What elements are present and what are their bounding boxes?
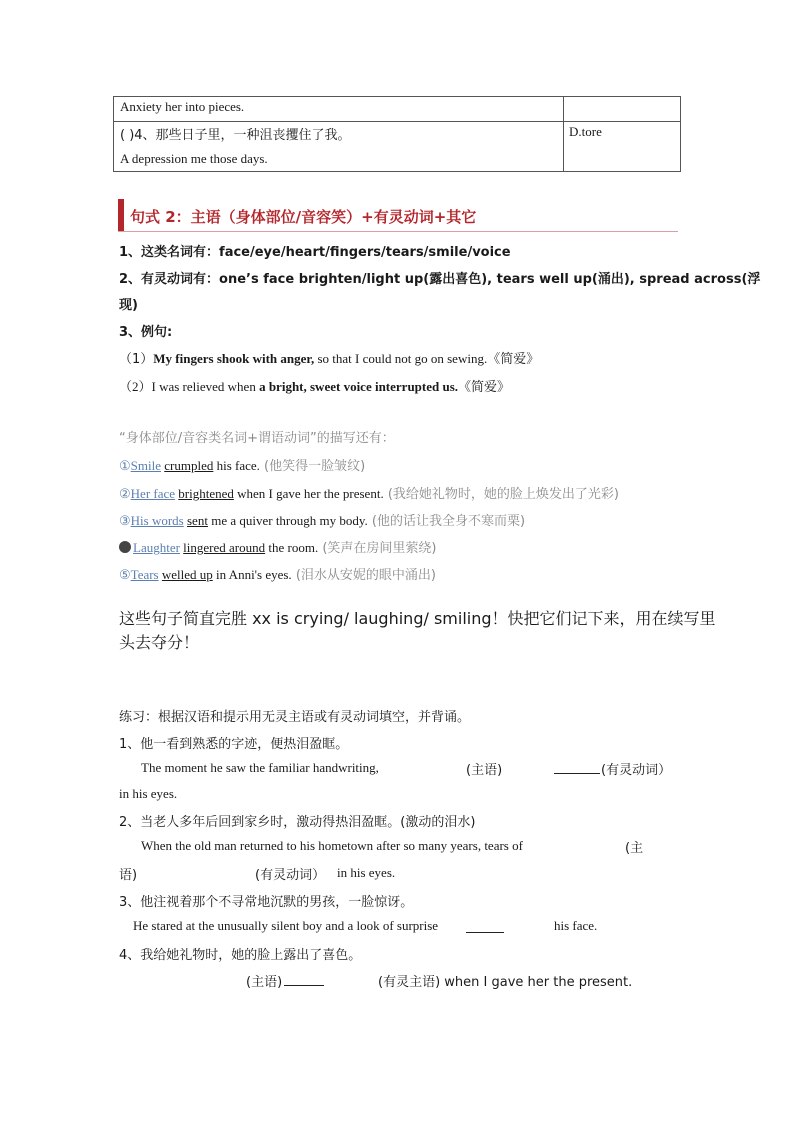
more-heading: “身体部位/音容类名词+谓语动词”的描写还有： [119,431,395,446]
bullet-icon [119,541,131,553]
question-2-subject-hint-a: (主 [625,841,644,856]
table-row-1-text: Anxiety her into pieces. [120,99,245,114]
section-marker [118,199,124,231]
example-2-start: （2）I was relieved when [119,379,260,394]
question-4-verb-hint: (有灵主语) when I gave her the present. [378,975,633,990]
item-2-line-1: 2、有灵动词有：one’s face brighten/light up(露出喜色), tears well up(涌出), spread across(浮 [119,272,761,287]
practice-heading: 练习：根据汉语和提示用无灵主语或有灵动词填空，并背诵。 [119,710,471,725]
sentence-rest: when I gave her the present. [233,486,384,501]
item-2-line-2: 现) [119,298,138,313]
sentence-rest: the room. [265,540,319,555]
sentence-rest: in Anni's eyes. [212,567,292,582]
verb: welled up [161,567,213,582]
sentence-rest: me a quiver through my body. [207,513,368,528]
example-2 [119,376,510,395]
item-1: 1、这类名词有：face/eye/heart/fingers/tears/smile/voice [119,245,511,260]
section-title: 句式 2：主语（身体部位/音容笑）+有灵动词+其它 [130,208,477,226]
table-divider [114,121,680,122]
subject: Smile [130,458,161,473]
verb: sent [187,513,208,528]
question-3-cn: 3、他注视着那个不寻常地沉默的男孩，一脸惊讶。 [119,895,414,910]
more-sentence-1 [119,455,365,474]
translation: (他笑得一脸皱纹) [259,459,366,474]
question-1-verb-blank[interactable] [554,759,600,778]
question-2-en: When the old man returned to his hometown after so many years, tears of [141,838,523,853]
verb: lingered around [183,540,266,555]
translation: (他的话让我全身不寒而栗) [367,514,526,529]
question-4-subject-hint: (主语) [246,975,283,990]
more-sentence-3 [119,510,525,529]
question-3-en: He stared at the unusually silent boy and a look of surprise [133,918,439,933]
subject: Tears [130,567,159,582]
more-sentence-2 [119,483,619,502]
example-1-bold: My fingers shook with anger, [153,351,315,366]
question-4-cn: 4、我给她礼物时，她的脸上露出了喜色。 [119,948,362,963]
more-sentence-4 [119,537,436,556]
question-3-blank[interactable] [466,918,504,937]
question-4-blank[interactable] [284,971,324,990]
table-option-d: D.tore [569,124,602,139]
item-3: 3、例句: [119,325,173,340]
question-2-subject-hint-b: 语) [119,868,138,883]
more-sentence-5 [119,564,436,583]
question-2-end: in his eyes. [337,865,396,880]
table-row-2-en: A depression me those days. [120,151,268,166]
translation: (泪水从安妮的眼中涌出) [291,568,436,583]
example-2-rest: 《简爱》 [458,379,511,394]
question-1-en: The moment he saw the familiar handwriting, [141,760,379,775]
question-1-end: in his eyes. [119,786,178,801]
translation: (我给她礼物时，她的脸上焕发出了光彩) [383,487,619,502]
num-mark: ① [119,458,131,473]
question-1-subject-hint: (主语) [466,763,503,778]
table-divider [563,97,564,171]
example-1-num: （1） [119,352,154,367]
num-mark: ⑤ [119,567,131,582]
tip-line-2: 头去夺分！ [119,633,200,652]
verb: brightened [178,486,234,501]
example-1-rest: so that I could not go on sewing.《简爱》 [314,351,540,366]
translation: (笑声在房间里萦绕) [318,541,437,556]
subject: His words [130,513,184,528]
num-mark: ③ [119,513,131,528]
question-1-cn: 1、他一看到熟悉的字迹，便热泪盈眶。 [119,737,349,752]
question-2-verb-hint: (有灵动词） [255,868,326,883]
table-row-2-cn: ( )4、那些日子里，一种沮丧攫住了我。 [120,128,351,143]
section-underline [118,231,678,232]
question-3-end: his face. [554,918,598,933]
subject: Her face [130,486,176,501]
example-1 [119,348,539,367]
question-1-verb-hint: (有灵动词） [601,763,672,778]
sentence-rest: his face. [213,458,260,473]
question-2-cn: 2、当老人多年后回到家乡时，激动得热泪盈眶。(激动的泪水) [119,815,476,830]
tip-line-1: 这些句子简直完胜 xx is crying/ laughing/ smiling！快把它们记下来，用在续写里 [119,609,716,628]
example-2-bold: a bright, sweet voice interrupted us. [259,379,459,394]
verb: crumpled [164,458,214,473]
num-mark: ② [119,486,131,501]
subject: Laughter [133,540,180,555]
